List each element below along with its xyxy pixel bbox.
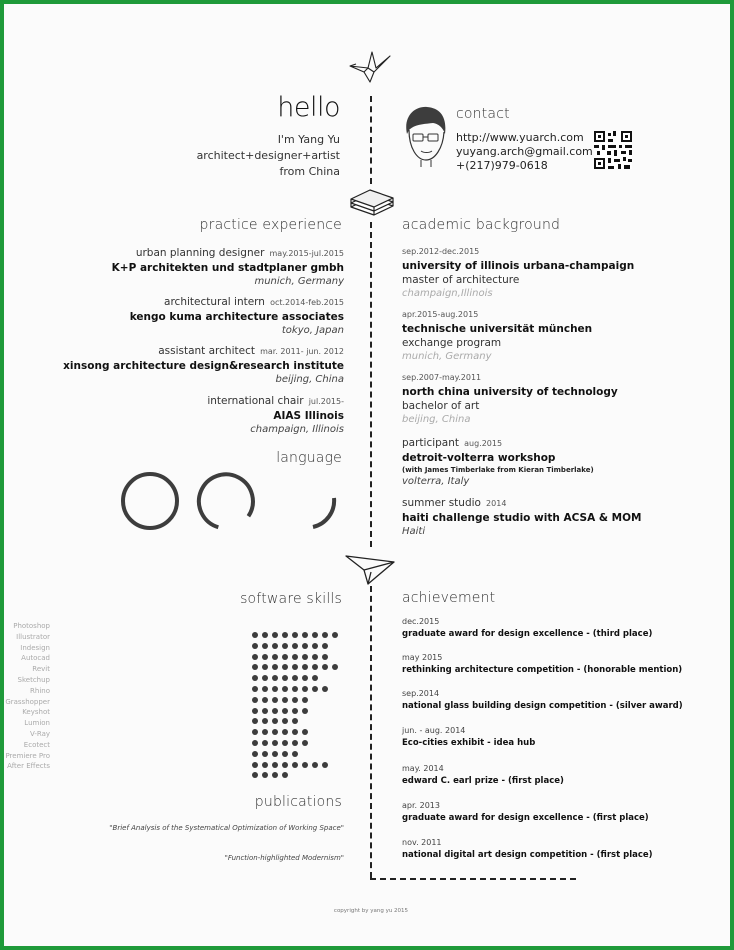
achievement-date: jun. - aug. 2014: [402, 726, 466, 735]
skill-level: [252, 763, 292, 782]
skills-title: software skills: [240, 591, 342, 607]
academic-degree: master of architecture: [402, 274, 520, 286]
center-divider: [370, 586, 372, 878]
skill-name: Keyshot: [22, 708, 50, 717]
center-divider: [370, 96, 372, 184]
contact-phone: +(217)979-0618: [456, 159, 548, 172]
avatar: [401, 104, 449, 168]
language-title: language: [276, 450, 342, 466]
academic-item: [402, 245, 702, 301]
skill-name: Sketchup: [17, 676, 50, 684]
practice-item: [4, 342, 344, 387]
publication-item: "Function-highlighted Modernism": [224, 854, 344, 862]
academic-date: sep.2012-dec.2015: [402, 247, 480, 256]
paper-plane-icon: [344, 550, 398, 586]
skill-dot: [322, 686, 328, 692]
skill-dot: [282, 772, 288, 778]
skill-dot: [272, 772, 278, 778]
skill-dot: [332, 664, 338, 670]
practice-role: assistant architect: [158, 345, 255, 357]
achievement-name: graduate award for design excellence - (third place): [402, 629, 653, 639]
academic-item: [402, 308, 702, 364]
practice-org: AIAS Illinois: [273, 410, 344, 422]
practice-date: mar. 2011- jun. 2012: [260, 347, 344, 356]
achievement-item: [402, 688, 702, 712]
language-ring-full: [123, 474, 177, 528]
achievement-name: Eco-cities exhibit - idea hub: [402, 738, 536, 748]
academic-note: (with James Timberlake from Kieran Timberlake): [402, 466, 594, 474]
skill-dot: [312, 762, 318, 768]
academic-org: north china university of technology: [402, 386, 618, 398]
academic-label: summer studio: [402, 497, 481, 509]
practice-date: oct.2014-feb.2015: [270, 298, 344, 307]
skill-dot: [252, 772, 258, 778]
achievement-date: may 2015: [402, 653, 443, 662]
language-ring-small: [313, 498, 334, 527]
skill-dot: [322, 762, 328, 768]
academic-location: volterra, Italy: [402, 476, 470, 487]
skill-dot: [302, 762, 308, 768]
academic-org: university of illinois urbana-champaign: [402, 260, 635, 272]
achievement-item: [402, 837, 702, 861]
academic-title: academic background: [402, 217, 561, 233]
academic-location: champaign,Illinois: [402, 288, 493, 299]
contact-website[interactable]: http://www.yuarch.com: [456, 131, 584, 144]
academic-date: apr.2015-aug.2015: [402, 310, 479, 319]
skill-name: Indesign: [20, 643, 50, 652]
paper-crane-icon: [346, 46, 394, 86]
academic-item: [402, 434, 702, 489]
academic-org: haiti challenge studio with ACSA & MOM: [402, 512, 642, 524]
academic-date: aug.2015: [464, 439, 503, 448]
achievement-item: [402, 652, 702, 676]
intro-roles: architect+designer+artist: [196, 149, 340, 162]
achievement-name: edward C. earl prize - (first place): [402, 776, 564, 786]
greeting-title: hello: [277, 92, 340, 123]
academic-org: detroit-volterra workshop: [402, 452, 556, 464]
practice-item: [4, 293, 344, 338]
practice-org: K+P architekten und stadtplaner gmbh: [111, 262, 344, 274]
practice-location: tokyo, Japan: [281, 325, 344, 336]
practice-date: may.2015-jul.2015: [269, 249, 344, 258]
skill-name: Lumion: [24, 719, 50, 728]
skill-name: Ecotect: [23, 740, 50, 749]
skill-name: Autocad: [21, 654, 50, 663]
skill-name: Premiere Pro: [5, 751, 50, 760]
achievement-date: dec.2015: [402, 617, 440, 626]
academic-location: beijing, China: [402, 414, 471, 425]
academic-degree: bachelor of art: [402, 400, 480, 412]
achievement-date: may. 2014: [402, 764, 444, 773]
achievement-title: achievement: [402, 590, 496, 606]
center-divider: [370, 222, 372, 547]
practice-item: [4, 392, 344, 437]
academic-org: technische universität münchen: [402, 323, 593, 335]
practice-role: urban planning designer: [135, 247, 265, 259]
skill-dot: [262, 772, 268, 778]
practice-role: architectural intern: [164, 296, 265, 308]
skill-dot: [292, 762, 298, 768]
publication-item: "Brief Analysis of the Systematical Optimization of Working Space": [109, 824, 344, 832]
skill-dot: [322, 664, 328, 670]
practice-location: beijing, China: [275, 374, 344, 385]
language-ring-partial: [191, 470, 258, 531]
achievement-date: nov. 2011: [402, 838, 442, 847]
contact-title: contact: [456, 106, 510, 122]
language-proficiency-rings: [116, 470, 346, 532]
academic-item: [402, 494, 702, 539]
skill-dot: [332, 632, 338, 638]
achievement-date: sep.2014: [402, 689, 440, 698]
skill-name: After Effects: [7, 762, 50, 771]
practice-location: munich, Germany: [254, 276, 344, 287]
paper-stack-icon: [348, 186, 396, 220]
achievement-name: national digital art design competition - (first place): [402, 850, 653, 860]
intro-origin: from China: [279, 165, 340, 178]
publications-title: publications: [254, 794, 342, 810]
practice-role: international chair: [207, 395, 304, 407]
achievement-date: apr. 2013: [402, 801, 440, 810]
qr-code-icon: [594, 131, 632, 169]
academic-item: [402, 371, 702, 427]
bottom-divider: [370, 878, 576, 880]
achievement-item: [402, 800, 702, 824]
copyright: copyright by yang yu 2015: [333, 908, 409, 914]
skill-dot: [312, 686, 318, 692]
skill-name: Rhino: [30, 686, 50, 695]
achievement-name: national glass building design competition - (silver award): [402, 701, 683, 711]
practice-item: [4, 244, 344, 289]
achievement-name: graduate award for design excellence - (first place): [402, 813, 649, 823]
achievement-name: rethinking architecture competition - (honorable mention): [402, 665, 683, 675]
intro-name: I'm Yang Yu: [277, 133, 340, 146]
skill-name: Grasshopper: [5, 697, 50, 706]
achievement-item: [402, 763, 702, 787]
practice-org: kengo kuma architecture associates: [129, 311, 344, 323]
practice-title: practice experience: [199, 217, 342, 233]
skill-name: Revit: [32, 665, 50, 674]
achievement-item: [402, 725, 702, 749]
skill-name: Photoshop: [13, 622, 50, 630]
practice-org: xinsong architecture design&research institute: [63, 360, 344, 372]
academic-label: participant: [402, 437, 460, 449]
skill-dot: [302, 708, 308, 714]
skill-name: Illustrator: [16, 632, 50, 641]
skill-name: V-Ray: [29, 730, 50, 738]
practice-location: champaign, Illinois: [250, 424, 344, 435]
academic-date: sep.2007-may.2011: [402, 373, 482, 382]
academic-location: munich, Germany: [402, 351, 492, 362]
academic-location: Haiti: [402, 526, 426, 537]
achievement-item: [402, 616, 702, 640]
skill-dot: [302, 740, 308, 746]
practice-date: jul.2015-: [308, 397, 344, 406]
academic-date: 2014: [486, 499, 507, 508]
academic-degree: exchange program: [402, 337, 502, 349]
contact-email[interactable]: yuyang.arch@gmail.com: [456, 145, 593, 158]
